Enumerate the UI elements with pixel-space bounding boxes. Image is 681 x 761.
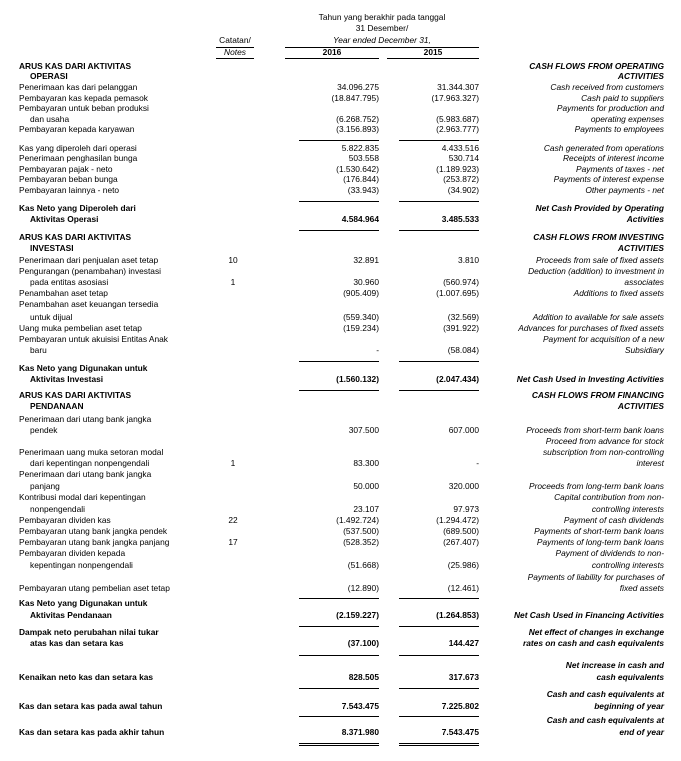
value-2016: - xyxy=(376,345,379,355)
rule-line xyxy=(285,47,479,48)
rule-line xyxy=(399,743,479,744)
row-label-en: Cash and cash equivalents at xyxy=(546,689,664,699)
value-2016: (18.847.795) xyxy=(331,93,379,103)
row-label-en: controlling interests xyxy=(591,504,664,514)
value-2016: 307.500 xyxy=(348,425,379,435)
value-2016: 828.505 xyxy=(348,672,379,682)
value-2016: (1.560.132) xyxy=(336,374,379,384)
row-label-id: baru xyxy=(30,345,47,355)
row-label-id: Pembayaran dividen kas xyxy=(19,515,111,525)
row-label-id: ARUS KAS DARI AKTIVITAS xyxy=(19,232,132,242)
row-label-id: Dampak neto perubahan nilai tukar xyxy=(19,627,159,637)
value-2015: (1.294.472) xyxy=(436,515,479,525)
row-label-id: Penerimaan dari utang bank jangka xyxy=(19,469,152,479)
row-label-id: Pembayaran dividen kepada xyxy=(19,548,126,558)
row-label-id: pendek xyxy=(30,425,58,435)
rule-line xyxy=(285,58,379,59)
row-label-id: ARUS KAS DARI AKTIVITAS xyxy=(19,61,132,71)
period-header-en: Year ended December 31, xyxy=(333,35,431,45)
note-ref: 1 xyxy=(230,277,236,287)
value-2015: (1.007.695) xyxy=(436,288,479,298)
row-label-en: ACTIVITIES xyxy=(617,401,664,411)
row-label-id: Penambahan aset keuangan tersedia xyxy=(19,299,159,309)
row-label-id: Kenaikan neto kas dan setara kas xyxy=(19,672,154,682)
value-2015: (12.461) xyxy=(447,583,479,593)
row-label-id: Penerimaan penghasilan bunga xyxy=(19,153,138,163)
row-label-en: Cash received from customers xyxy=(550,82,664,92)
rule-line xyxy=(299,361,379,362)
row-label-id: dari kepentingan nonpengendali xyxy=(30,458,150,468)
rule-line xyxy=(299,745,379,746)
rule-line xyxy=(399,230,479,231)
value-2015: 3.485.533 xyxy=(441,214,479,224)
row-label-en: Deduction (addition) to investment in xyxy=(528,266,664,276)
rule-line xyxy=(216,47,254,48)
row-label-en: Subsidiary xyxy=(624,345,664,355)
rule-line xyxy=(299,390,379,391)
value-2016: (528.352) xyxy=(343,537,379,547)
rule-line xyxy=(399,140,479,141)
row-label-en: Proceed from advance for stock xyxy=(545,436,664,446)
rule-line xyxy=(399,716,479,717)
value-2015: 7.225.802 xyxy=(441,701,479,711)
row-label-en: CASH FLOWS FROM INVESTING xyxy=(533,232,664,242)
value-2015: 4.433.516 xyxy=(441,143,479,153)
rule-line xyxy=(299,140,379,141)
row-label-id: pada entitas asosiasi xyxy=(30,277,109,287)
row-label-en: Cash paid to suppliers xyxy=(581,93,664,103)
row-label-id: Pembayaran beban bunga xyxy=(19,174,118,184)
rule-line xyxy=(299,743,379,744)
value-2015: - xyxy=(476,458,479,468)
row-label-en: Cash generated from operations xyxy=(543,143,664,153)
value-2015: (58.084) xyxy=(447,345,479,355)
row-label-id: atas kas dan setara kas xyxy=(30,638,124,648)
value-2016: 34.096.275 xyxy=(337,82,379,92)
value-2015: (689.500) xyxy=(443,526,479,536)
value-2016: (559.340) xyxy=(343,312,379,322)
value-2016: 7.543.475 xyxy=(341,701,379,711)
row-label-id: Aktivitas Pendanaan xyxy=(30,610,112,620)
value-2015: (2.047.434) xyxy=(436,374,479,384)
row-label-en: Additions to fixed assets xyxy=(573,288,664,298)
row-label-en: associates xyxy=(624,277,664,287)
value-2016: 503.558 xyxy=(348,153,379,163)
rule-line xyxy=(299,688,379,689)
period-header-id: Tahun yang berakhir pada tanggal xyxy=(318,12,446,22)
rule-line xyxy=(299,201,379,202)
row-label-en: cash equivalents xyxy=(596,672,664,682)
value-2015: (5.983.687) xyxy=(436,114,479,124)
notes-header-id: Catatan/ xyxy=(219,35,251,45)
row-label-en: Payments for production and xyxy=(556,103,664,113)
row-label-id: Aktivitas Operasi xyxy=(30,214,99,224)
row-label-id: kepentingan nonpengendali xyxy=(30,560,133,570)
value-2015: 31.344.307 xyxy=(437,82,479,92)
row-label-id: dan usaha xyxy=(30,114,70,124)
row-label-id: PENDANAAN xyxy=(30,401,84,411)
row-label-id: untuk dijual xyxy=(30,312,73,322)
rule-line xyxy=(399,598,479,599)
row-label-en: CASH FLOWS FROM OPERATING xyxy=(529,61,664,71)
row-label-en: Payments of long-term bank loans xyxy=(536,537,664,547)
row-label-en: ACTIVITIES xyxy=(617,71,664,81)
row-label-id: Pembayaran kas kepada pemasok xyxy=(19,93,148,103)
rule-line xyxy=(299,626,379,627)
row-label-en: CASH FLOWS FROM FINANCING xyxy=(531,390,664,400)
value-2015: (32.569) xyxy=(447,312,479,322)
rule-line xyxy=(387,58,479,59)
value-2016: (33.943) xyxy=(347,185,379,195)
row-label-en: Receipts of interest income xyxy=(562,153,664,163)
row-label-id: Kas Neto yang Diperoleh dari xyxy=(19,203,136,213)
row-label-id: Aktivitas Investasi xyxy=(30,374,104,384)
note-ref: 17 xyxy=(228,537,238,547)
row-label-en: Payments to employees xyxy=(574,124,664,134)
value-2016: (37.100) xyxy=(347,638,379,648)
rule-line xyxy=(399,655,479,656)
row-label-id: Penerimaan dari utang bank jangka xyxy=(19,414,152,424)
row-label-id: Pembayaran untuk beban produksi xyxy=(19,103,149,113)
row-label-id: Kas dan setara kas pada akhir tahun xyxy=(19,727,165,737)
value-2016: (51.668) xyxy=(347,560,379,570)
row-label-en: Advances for purchases of fixed assets xyxy=(518,323,664,333)
rule-line xyxy=(399,745,479,746)
value-2016: (905.409) xyxy=(343,288,379,298)
note-ref: 10 xyxy=(228,255,238,265)
period-header-id-date: 31 Desember/ xyxy=(355,23,409,33)
rule-line xyxy=(216,58,254,59)
row-label-en: Payments of interest expense xyxy=(553,174,664,184)
row-label-id: ARUS KAS DARI AKTIVITAS xyxy=(19,390,132,400)
row-label-en: Other payments - net xyxy=(585,185,664,195)
value-2015: (34.902) xyxy=(447,185,479,195)
row-label-en: Payments of taxes - net xyxy=(576,164,664,174)
row-label-id: Penerimaan kas dari pelanggan xyxy=(19,82,138,92)
row-label-id: Pengurangan (penambahan) investasi xyxy=(19,266,162,276)
value-2016: (2.159.227) xyxy=(336,610,379,620)
value-2015: (1.264.853) xyxy=(436,610,479,620)
row-label-id: Pembayaran utang bank jangka pendek xyxy=(19,526,168,536)
value-2016: (12.890) xyxy=(347,583,379,593)
value-2016: (1.530.642) xyxy=(336,164,379,174)
value-2015: (391.922) xyxy=(443,323,479,333)
row-label-id: Penerimaan dari penjualan aset tetap xyxy=(19,255,159,265)
value-2016: (3.156.893) xyxy=(336,124,379,134)
row-label-en: Net Cash Used in Investing Activities xyxy=(516,374,664,384)
value-2016: 83.300 xyxy=(353,458,379,468)
rule-line xyxy=(399,688,479,689)
note-ref: 1 xyxy=(230,458,236,468)
row-label-id: OPERASI xyxy=(30,71,68,81)
value-2015: (253.872) xyxy=(443,174,479,184)
row-label-en: Payment for acquisition of a new xyxy=(542,334,664,344)
rule-line xyxy=(299,655,379,656)
row-label-en: Payments of liability for purchases of xyxy=(527,572,664,582)
row-label-id: Pembayaran kepada karyawan xyxy=(19,124,135,134)
row-label-en: Addition to available for sale assets xyxy=(532,312,664,322)
value-2015: (25.986) xyxy=(447,560,479,570)
note-ref: 22 xyxy=(228,515,238,525)
row-label-en: subscription from non-controlling xyxy=(542,447,664,457)
value-2015: 3.810 xyxy=(458,255,479,265)
row-label-en: operating expenses xyxy=(590,114,664,124)
value-2015: (560.974) xyxy=(443,277,479,287)
rule-line xyxy=(299,598,379,599)
row-label-en: Proceeds from sale of fixed assets xyxy=(535,255,664,265)
row-label-id: Kas yang diperoleh dari operasi xyxy=(19,143,137,153)
value-2016: 5.822.835 xyxy=(341,143,379,153)
row-label-id: Pembayaran utang bank jangka panjang xyxy=(19,537,170,547)
value-2016: 23.107 xyxy=(353,504,379,514)
row-label-id: Kontribusi modal dari kepentingan xyxy=(19,492,146,502)
row-label-id: Kas Neto yang Digunakan untuk xyxy=(19,363,148,373)
row-label-en: Payments of short-term bank loans xyxy=(534,526,664,536)
row-label-en: interest xyxy=(636,458,664,468)
row-label-en: Activities xyxy=(626,214,664,224)
row-label-en: fixed assets xyxy=(619,583,664,593)
value-2015: 607.000 xyxy=(448,425,479,435)
value-2015: 530.714 xyxy=(448,153,479,163)
row-label-id: Pembayaran untuk akuisisi Entitas Anak xyxy=(19,334,168,344)
value-2016: (6.268.752) xyxy=(336,114,379,124)
rule-line xyxy=(299,716,379,717)
row-label-en: Payment of cash dividends xyxy=(563,515,664,525)
row-label-id: Pembayaran pajak - neto xyxy=(19,164,113,174)
value-2016: (176.844) xyxy=(343,174,379,184)
row-label-en: Net effect of changes in exchange xyxy=(528,627,664,637)
value-2016: 30.960 xyxy=(353,277,379,287)
row-label-en: Net increase in cash and xyxy=(565,660,664,670)
row-label-id: Uang muka pembelian aset tetap xyxy=(19,323,142,333)
row-label-en: Proceeds from short-term bank loans xyxy=(526,425,664,435)
row-label-en: Proceeds from long-term bank loans xyxy=(529,481,664,491)
value-2015: (267.407) xyxy=(443,537,479,547)
notes-header-en: Notes xyxy=(224,47,246,57)
row-label-en: Cash and cash equivalents at xyxy=(546,715,664,725)
rule-line xyxy=(399,201,479,202)
row-label-en: Net Cash Used in Financing Activities xyxy=(513,610,664,620)
row-label-id: Kas Neto yang Digunakan untuk xyxy=(19,598,148,608)
rule-line xyxy=(399,361,479,362)
value-2015: (1.189.923) xyxy=(436,164,479,174)
value-2016: 50.000 xyxy=(353,481,379,491)
row-label-en: Capital contribution from non- xyxy=(554,492,664,502)
row-label-id: Pembayaran lainnya - neto xyxy=(19,185,120,195)
row-label-en: Payment of dividends to non- xyxy=(555,548,664,558)
value-2015: 320.000 xyxy=(448,481,479,491)
value-2016: (1.492.724) xyxy=(336,515,379,525)
value-2015: 7.543.475 xyxy=(441,727,479,737)
value-2015: 317.673 xyxy=(448,672,479,682)
row-label-en: Net Cash Provided by Operating xyxy=(535,203,664,213)
row-label-id: Penambahan aset tetap xyxy=(19,288,108,298)
row-label-en: beginning of year xyxy=(594,701,664,711)
row-label-id: panjang xyxy=(30,481,60,491)
row-label-id: nonpengendali xyxy=(30,504,85,514)
rule-line xyxy=(299,230,379,231)
row-label-en: controlling interests xyxy=(591,560,664,570)
value-2016: (159.234) xyxy=(343,323,379,333)
value-2015: 97.973 xyxy=(453,504,479,514)
row-label-en: rates on cash and cash equivalents xyxy=(522,638,664,648)
value-2016: (537.500) xyxy=(343,526,379,536)
rule-line xyxy=(399,626,479,627)
value-2015: 144.427 xyxy=(448,638,479,648)
row-label-id: INVESTASI xyxy=(30,243,74,253)
value-2016: 8.371.980 xyxy=(341,727,379,737)
row-label-id: Penerimaan uang muka setoran modal xyxy=(19,447,164,457)
year-2016-header: 2016 xyxy=(322,47,342,57)
value-2015: (17.963.327) xyxy=(431,93,479,103)
row-label-id: Kas dan setara kas pada awal tahun xyxy=(19,701,163,711)
row-label-en: ACTIVITIES xyxy=(617,243,664,253)
rule-line xyxy=(399,390,479,391)
row-label-en: end of year xyxy=(619,727,664,737)
value-2015: (2.963.777) xyxy=(436,124,479,134)
year-2015-header: 2015 xyxy=(423,47,443,57)
value-2016: 4.584.964 xyxy=(341,214,379,224)
row-label-id: Pembayaran utang pembelian aset tetap xyxy=(19,583,170,593)
value-2016: 32.891 xyxy=(353,255,379,265)
